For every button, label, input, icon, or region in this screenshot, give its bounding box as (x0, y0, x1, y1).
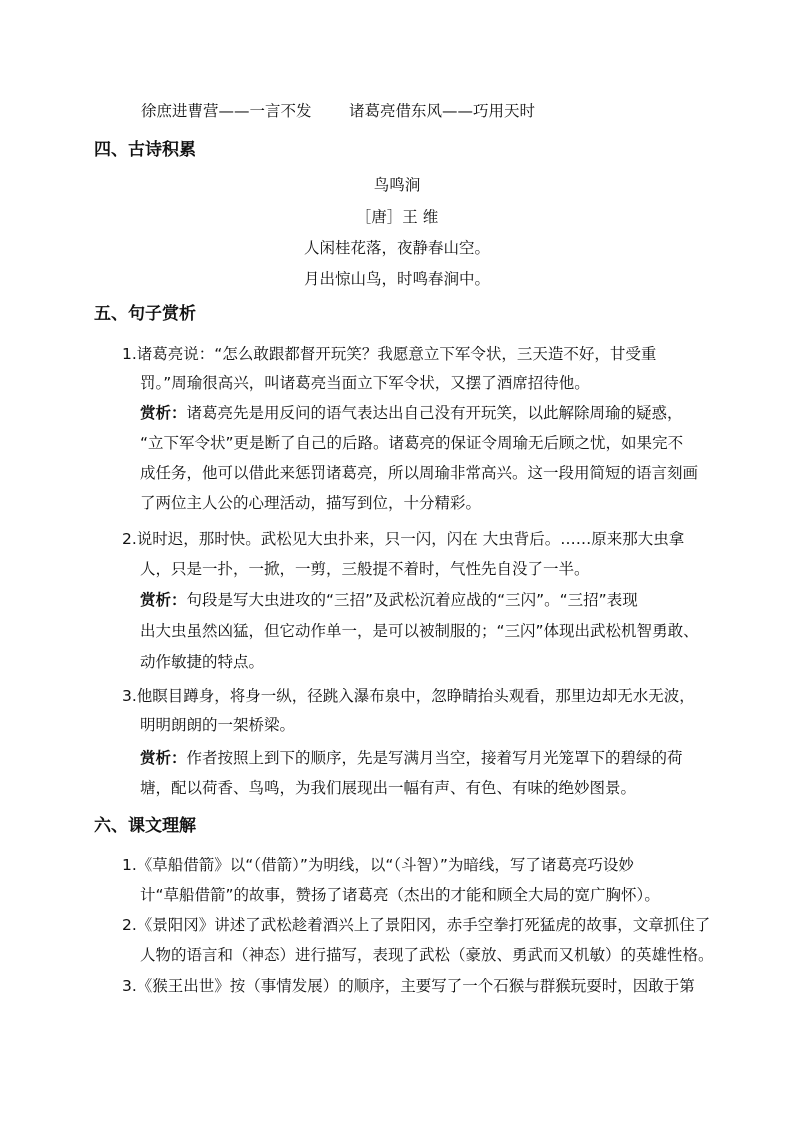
analysis-text-line: 句段是写大虫进攻的“三招”及武松沉着应战的“三闪”。“三招”表现 (186, 591, 638, 609)
sentence-item-2-line-2: 人，只是一扑，一掀，一剪，三般提不着时，气性先自没了一半。 (140, 560, 590, 578)
poem-author: ［唐］王 维 (355, 208, 439, 226)
item-text-line: 诸葛亮说：“怎么敢跟都督开玩笑？我愿意立下军令状，三天造不好，甘受重 (136, 345, 657, 363)
comprehension-item-1-line-2: 计“草船借箭”的故事，赞扬了诸葛亮（杰出的才能和顾全大局的宽广胸怀）。 (140, 886, 660, 904)
idiom-line-left: 徐庶进曹营——一言不发 (141, 102, 312, 120)
sentence-item-2 (122, 525, 684, 554)
idiom-line-right: 诸葛亮借东风——巧用天时 (349, 102, 536, 120)
analysis-label: 赏析： (140, 591, 187, 609)
analysis-1-line-3: 成任务，他可以借此来惩罚诸葛亮，所以周瑜非常高兴。这一段用简短的语言刻画 (140, 464, 699, 482)
item-text-line: 《猴王出世》按（事情发展）的顺序，主要写了一个石猴与群猴玩耍时，因敢于第 (136, 977, 695, 995)
section-heading-comprehension: 六、课文理解 (94, 816, 196, 836)
analysis-2 (140, 586, 638, 615)
analysis-3 (140, 744, 683, 773)
comprehension-item-1 (122, 851, 634, 880)
analysis-3-line-2: 塘，配以荷香、鸟鸣，为我们展现出一幅有声、有色、有味的绝妙图景。 (140, 779, 637, 797)
poem-line-2: 月出惊山鸟，时鸣春涧中。 (303, 270, 490, 288)
section-heading-sentences: 五、句子赏析 (94, 304, 196, 324)
analysis-label: 赏析： (140, 404, 187, 422)
analysis-text-line: 作者按照上到下的顺序，先是写满月当空，接着写月光笼罩下的碧绿的荷 (186, 749, 683, 767)
analysis-1-line-4: 了两位主人公的心理活动，描写到位，十分精彩。 (140, 494, 482, 512)
item-number: 3. (122, 977, 137, 995)
item-text-line: 《景阳冈》讲述了武松趁着酒兴上了景阳冈，赤手空拳打死猛虎的故事，文章抓住了 (136, 916, 711, 934)
item-number: 2. (122, 916, 137, 934)
analysis-2-line-2: 出大虫虽然凶猛，但它动作单一，是可以被制服的；“三闪”体现出武松机智勇敢、 (140, 622, 699, 640)
section-heading-poem: 四、古诗积累 (94, 140, 196, 160)
comprehension-item-2 (122, 911, 710, 940)
item-text-line: 《草船借箭》以“（借箭）”为明线，以“（斗智）”为暗线，写了诸葛亮巧设妙 (136, 856, 634, 874)
analysis-text-line: 诸葛亮先是用反问的语气表达出自己没有开玩笑，以此解除周瑜的疑惑， (186, 404, 683, 422)
analysis-2-line-3: 动作敏捷的特点。 (140, 653, 265, 671)
poem-line-1: 人闲桂花落，夜静春山空。 (303, 239, 490, 257)
sentence-item-3 (122, 682, 695, 711)
comprehension-item-2-line-2: 人物的语言和（神态）进行描写，表现了武松（豪放、勇武而又机敏）的英雄性格。 (140, 946, 714, 964)
analysis-label: 赏析： (140, 749, 187, 767)
item-number: 3. (122, 687, 137, 705)
comprehension-item-3 (122, 972, 695, 1001)
analysis-1 (140, 399, 683, 428)
item-number: 2. (122, 530, 137, 548)
item-text-line: 他瞑目蹲身，将身一纵，径跳入瀑布泉中，忽睁睛抬头观看，那里边却无水无波， (136, 687, 695, 705)
item-number: 1. (122, 345, 137, 363)
item-text-line: 说时迟，那时快。武松见大虫扑来，只一闪，闪在 大虫背后。……原来那大虫拿 (136, 530, 685, 548)
poem-title: 鸟鸣涧 (373, 176, 421, 194)
analysis-1-line-2: “立下军令状”更是断了自己的后路。诸葛亮的保证令周瑜无后顾之忧，如果完不 (140, 434, 684, 452)
sentence-item-1-line-2: 罚。”周瑜很高兴，叫诸葛亮当面立下军令状，又摆了酒席招待他。 (140, 374, 590, 392)
item-number: 1. (122, 856, 137, 874)
sentence-item-3-line-2: 明明朗朗的一架桥梁。 (140, 716, 296, 734)
sentence-item-1 (122, 340, 656, 369)
